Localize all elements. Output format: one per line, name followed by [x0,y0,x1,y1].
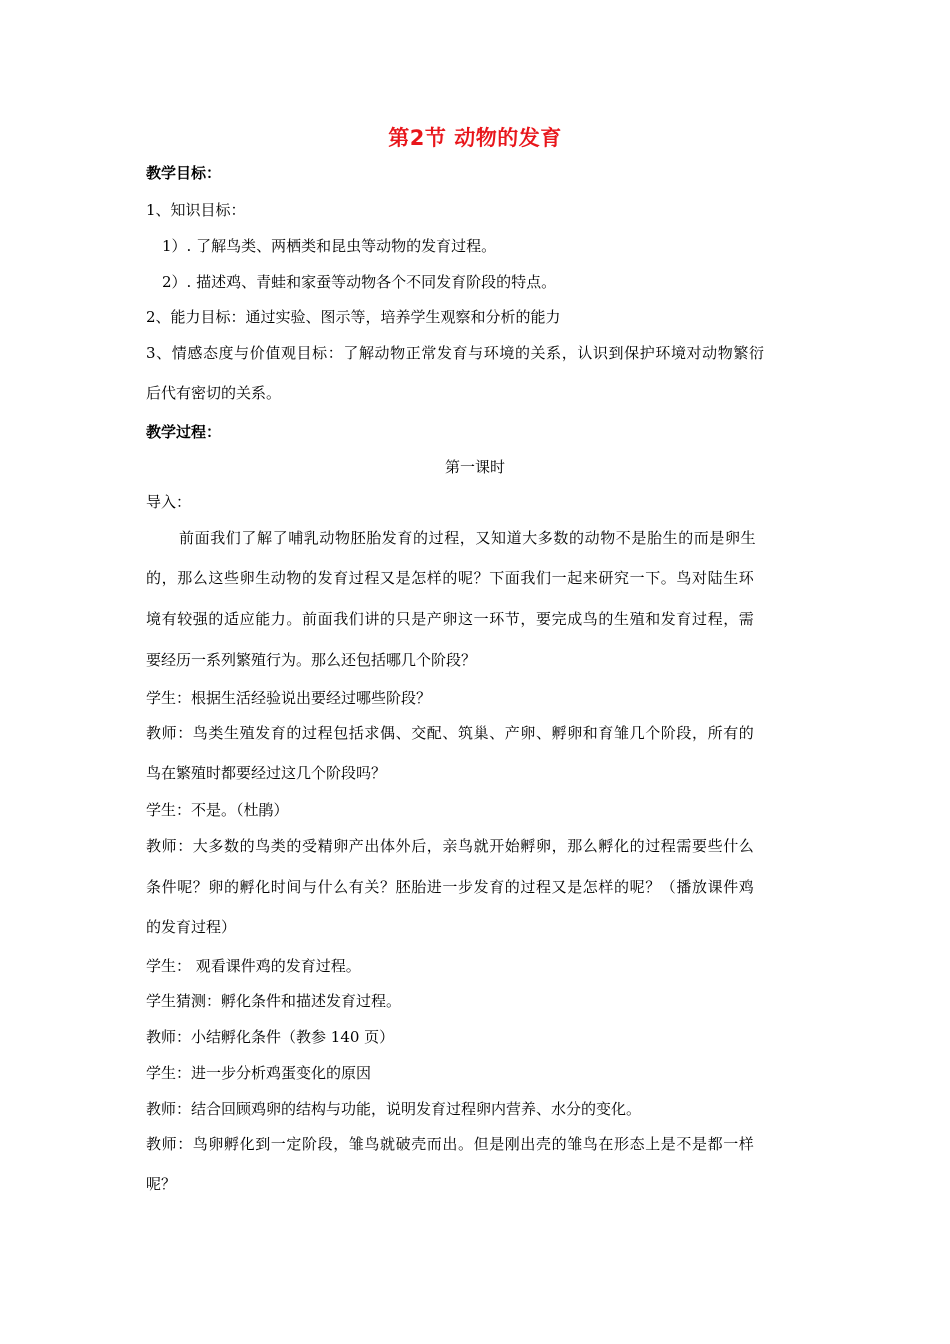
intro-paragraph-line-3: 境有较强的适应能力。前面我们讲的只是产卵这一环节，要完成鸟的生殖和发育过程，需 [146,610,755,628]
dialogue-teacher-2-line-3: 的发育过程） [146,918,237,936]
knowledge-objective-2: 2）. 描述鸡、青蛙和家蚕等动物各个不同发育阶段的特点。 [162,273,557,291]
dialogue-teacher-2-line-2: 条件呢？卵的孵化时间与什么有关？胚胎进一步发育的过程又是怎样的呢？（播放课件鸡 [146,878,755,896]
heading-objectives: 教学目标： [146,164,222,182]
lesson-title: 第一课时 [444,458,505,476]
dialogue-teacher-2-line-1: 教师：大多数的鸟类的受精卵产出体外后，亲鸟就开始孵卵，那么孵化的过程需要些什么 [146,837,755,855]
dialogue-student-4: 学生：进一步分析鸡蛋变化的原因 [146,1064,372,1082]
intro-paragraph-line-1: 前面我们了解了哺乳动物胚胎发育的过程，又知道大多数的动物不是胎生的而是卵生 [179,529,757,547]
dialogue-teacher-5-line-2: 呢？ [146,1175,177,1193]
intro-paragraph-line-2: 的，那么这些卵生动物的发育过程又是怎样的呢？下面我们一起来研究一下。鸟对陆生环 [146,569,755,587]
dialogue-student-2: 学生：不是。（杜鹃） [146,801,289,819]
heading-process: 教学过程： [146,423,222,441]
intro-label: 导入： [146,493,192,511]
dialogue-student-guess: 学生猜测：孵化条件和描述发育过程。 [146,992,402,1010]
attitude-objective-line-1: 3、情感态度与价值观目标：了解动物正常发育与环境的关系，认识到保护环境对动物繁衍 [146,344,765,362]
dialogue-student-1: 学生：根据生活经验说出要经过哪些阶段？ [146,689,432,707]
knowledge-objective-label: 1、知识目标： [146,201,246,219]
page-title: 第2节 动物的发育 [388,126,562,150]
dialogue-teacher-1-line-2: 鸟在繁殖时都要经过这几个阶段吗？ [146,764,387,782]
attitude-objective-line-2: 后代有密切的关系。 [146,384,282,402]
ability-objective: 2、能力目标：通过实验、图示等，培养学生观察和分析的能力 [146,308,561,326]
intro-paragraph-line-4: 要经历一系列繁殖行为。那么还包括哪几个阶段？ [146,651,477,669]
dialogue-teacher-3: 教师：小结孵化条件（教参 140 页） [146,1028,395,1046]
dialogue-student-3: 学生： 观看课件鸡的发育过程。 [146,957,361,975]
dialogue-teacher-1-line-1: 教师：鸟类生殖发育的过程包括求偶、交配、筑巢、产卵、孵卵和育雏几个阶段，所有的 [146,724,755,742]
knowledge-objective-1: 1）. 了解鸟类、两栖类和昆虫等动物的发育过程。 [162,237,497,255]
dialogue-teacher-5-line-1: 教师：鸟卵孵化到一定阶段，雏鸟就破壳而出。但是刚出壳的雏鸟在形态上是不是都一样 [146,1135,755,1153]
dialogue-teacher-4: 教师：结合回顾鸡卵的结构与功能，说明发育过程卵内营养、水分的变化。 [146,1100,642,1118]
